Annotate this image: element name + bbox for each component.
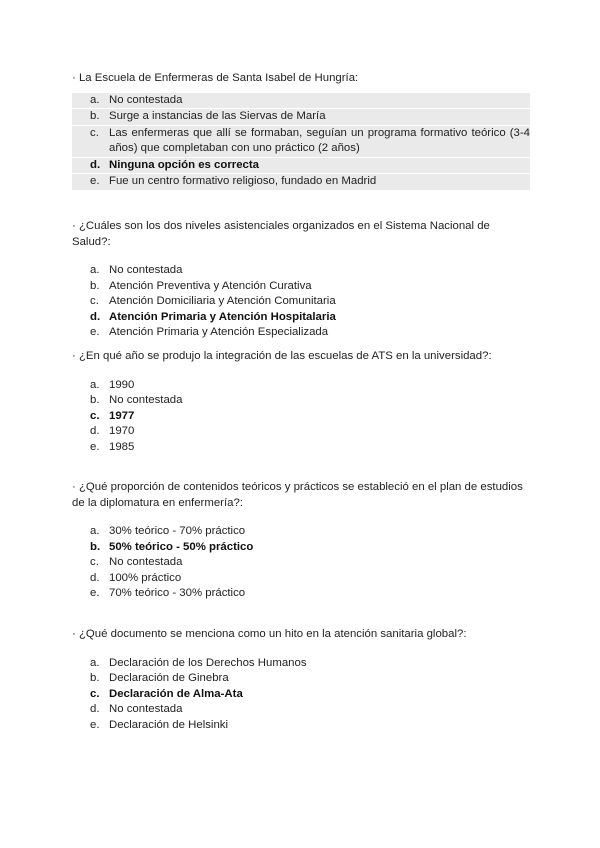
question-5 — [72, 627, 530, 733]
option-b[interactable] — [72, 671, 530, 687]
option-letter: a. — [90, 93, 100, 106]
option-letter: c. — [90, 556, 99, 568]
option-letter: e. — [90, 718, 100, 731]
option-d[interactable] — [72, 702, 530, 718]
option-text: No contestada — [109, 93, 183, 106]
question-text: · ¿Qué documento se menciona como un hito en la atención sanitaria global?: — [72, 628, 467, 640]
option-b-correct[interactable] — [72, 540, 530, 556]
option-letter: c. — [90, 687, 100, 700]
question-2 — [72, 219, 530, 341]
question-text: · ¿En qué año se produjo la integración de las escuelas de ATS en la universidad?: — [72, 350, 492, 362]
option-b[interactable] — [72, 279, 530, 295]
option-letter: d. — [90, 158, 101, 171]
option-text: 100% práctico — [109, 571, 182, 584]
option-c-correct[interactable] — [72, 687, 530, 703]
option-text: Declaración de los Derechos Humanos — [109, 656, 307, 669]
options-list — [72, 93, 530, 191]
option-letter: e. — [90, 440, 100, 453]
option-text: No contestada — [109, 703, 183, 715]
question-1 — [72, 71, 530, 191]
option-letter: b. — [90, 279, 100, 292]
option-letter: b. — [90, 110, 100, 122]
question-text: · La Escuela de Enfermeras de Santa Isabel de Hungría: — [72, 72, 359, 84]
option-e[interactable] — [72, 440, 530, 456]
option-d[interactable] — [72, 424, 530, 440]
option-text: 70% teórico - 30% práctico — [109, 587, 246, 599]
option-text: No contestada — [109, 394, 183, 406]
option-c[interactable] — [72, 294, 530, 310]
option-letter: d. — [90, 703, 100, 715]
option-c-correct[interactable] — [72, 409, 530, 425]
option-text: Declaración de Alma-Ata — [109, 687, 243, 700]
option-e[interactable] — [72, 174, 530, 191]
option-text: Ninguna opción es correcta — [109, 158, 260, 171]
option-c[interactable] — [72, 126, 530, 158]
option-c[interactable] — [72, 555, 530, 571]
option-letter: e. — [90, 175, 100, 187]
option-text: Las enfermeras que allí se formaban, seguían un programa formativo teórico (3-4 años) que completaban con uno práctico (2 años) — [109, 126, 530, 154]
options-list — [72, 524, 530, 602]
option-b[interactable] — [72, 109, 530, 126]
option-text: Declaración de Ginebra — [109, 672, 229, 684]
option-text: Surge a instancias de las Siervas de María — [109, 110, 326, 122]
option-letter: a. — [90, 378, 100, 391]
option-text: Declaración de Helsinki — [109, 718, 229, 731]
option-letter: a. — [90, 264, 100, 276]
option-text: No contestada — [109, 264, 183, 276]
question-text: · ¿Cuáles son los dos niveles asistenciales organizados en el Sistema Nacional de Salud?: — [72, 220, 490, 248]
option-text: No contestada — [109, 556, 183, 568]
option-text: Atención Domiciliaria y Atención Comunitaria — [109, 295, 336, 307]
option-letter: a. — [90, 656, 100, 669]
option-a[interactable] — [72, 656, 530, 672]
option-e[interactable] — [72, 586, 530, 602]
option-letter: a. — [90, 525, 100, 537]
option-a[interactable] — [72, 93, 530, 110]
option-text: 1985 — [109, 440, 135, 453]
option-text: 1990 — [109, 378, 135, 391]
option-letter: b. — [90, 394, 100, 406]
option-letter: d. — [90, 310, 101, 323]
option-e[interactable] — [72, 325, 530, 341]
option-text: 1970 — [109, 425, 135, 437]
option-letter: e. — [90, 587, 100, 599]
option-d-correct[interactable] — [72, 158, 530, 175]
option-e[interactable] — [72, 718, 530, 734]
option-a[interactable] — [72, 263, 530, 279]
option-text: 50% teórico - 50% práctico — [109, 540, 254, 553]
options-list — [72, 378, 530, 456]
option-a[interactable] — [72, 378, 530, 394]
option-letter: b. — [90, 672, 100, 684]
option-letter: d. — [90, 425, 100, 437]
option-text: Atención Preventiva y Atención Curativa — [109, 279, 312, 292]
options-list — [72, 656, 530, 734]
options-list — [72, 263, 530, 341]
option-text: Atención Primaria y Atención Hospitalaria — [109, 310, 336, 323]
question-text: · ¿Qué proporción de contenidos teóricos y prácticos se estableció en el plan de estudios de la diplomatura en enfermería?: — [72, 481, 523, 509]
option-letter: c. — [90, 409, 100, 422]
question-4 — [72, 480, 530, 602]
option-letter: b. — [90, 540, 101, 553]
option-text: Fue un centro formativo religioso, fundado en Madrid — [109, 175, 377, 187]
option-letter: c. — [90, 126, 99, 139]
option-letter: d. — [90, 571, 100, 584]
option-b[interactable] — [72, 393, 530, 409]
option-d-correct[interactable] — [72, 310, 530, 326]
option-text: 30% teórico - 70% práctico — [109, 525, 246, 537]
question-3 — [72, 349, 530, 455]
option-letter: c. — [90, 295, 99, 307]
option-d[interactable] — [72, 571, 530, 587]
option-a[interactable] — [72, 524, 530, 540]
option-letter: e. — [90, 326, 100, 338]
option-text: Atención Primaria y Atención Especializada — [109, 326, 329, 338]
option-text: 1977 — [109, 409, 135, 422]
